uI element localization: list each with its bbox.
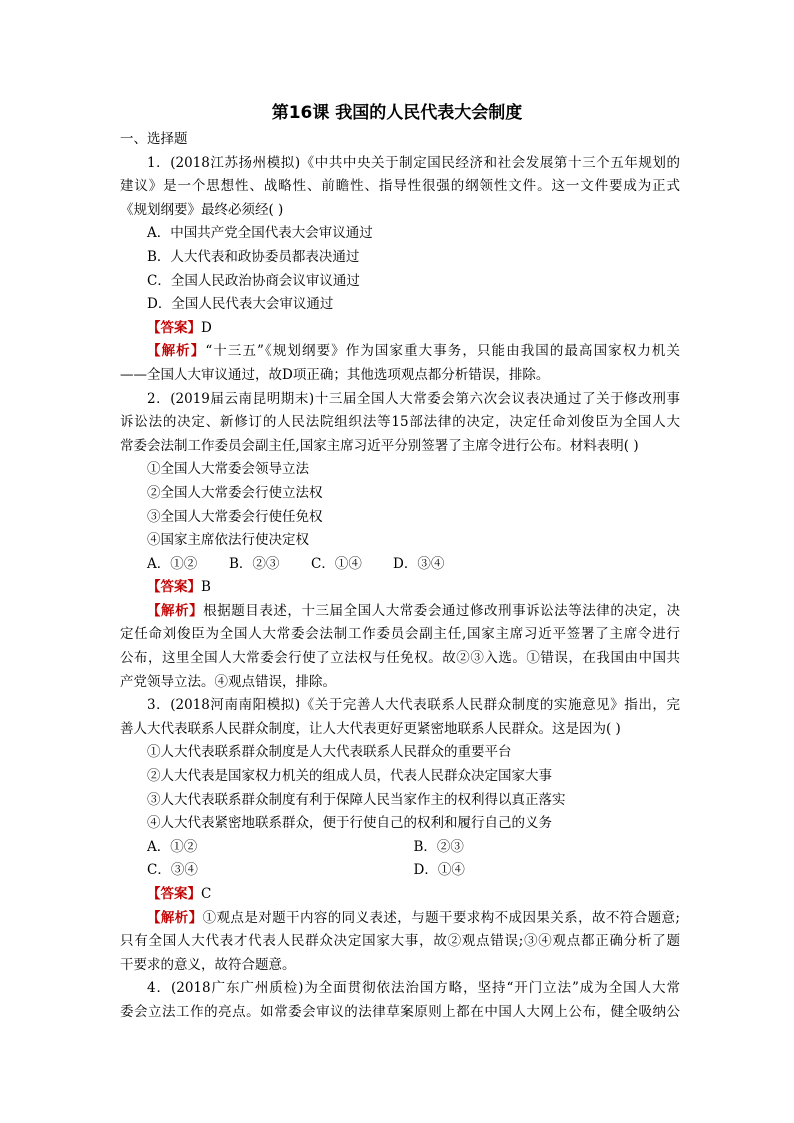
answer-line (120, 317, 680, 341)
question-stem-line: 建议》是一个思想性、战略性、前瞻性、指导性很强的纲领性文件。这一文件要成为正式 (120, 178, 680, 195)
question-1 (120, 152, 680, 388)
page-title: 第16课 我国的人民代表大会制度 (271, 103, 523, 123)
option-b: B．②③ (229, 555, 280, 572)
statement-4: ④人大代表紧密地联系群众，便于行使自己的权利和履行自己的义务 (147, 815, 552, 832)
statement-2: ②全国人大常委会行使立法权 (147, 484, 323, 501)
option-a: A．①② (147, 838, 198, 855)
statement-1: ①全国人大常委会领导立法 (147, 461, 309, 478)
option-d: D．①④ (413, 862, 465, 879)
option-d: D．③④ (393, 555, 445, 572)
options-row (120, 836, 680, 860)
analysis-line (120, 340, 680, 364)
option-b: B．人大代表和政协委员都表决通过 (147, 248, 360, 265)
analysis-text: “十三五”《规划纲要》作为国家重大事务，只能由我国的最高国家权力机关 (205, 343, 681, 360)
analysis-line: 公布，这里全国人大常委会行使了立法权与任免权。故②③入选。①错误，在我国由中国共 (120, 650, 680, 667)
question-stem-line: 4．(2018广东广州质检)为全面贯彻依法治国方略，坚持“开门立法”成为全国人大常 (147, 980, 680, 997)
question-stem-line: 《规划纲要》最终必须经( ) (120, 201, 284, 218)
analysis-line: 定任命刘俊臣为全国人大常委会法制工作委员会副主任,国家主席习近平签署了主席令进行 (120, 626, 680, 643)
statement-2: ②人大代表是国家权力机关的组成人员，代表人民群众决定国家大事 (147, 768, 552, 785)
analysis-text: 根据题目表述，十三届全国人大常委会通过修改刑事诉讼法等法律的决定，决 (203, 602, 681, 619)
answer-tag: 【答案】 (147, 579, 201, 596)
answer-value: C (201, 886, 212, 902)
answer-tag: 【答案】 (147, 319, 201, 336)
statement-1: ①人大代表联系群众制度是人大代表联系人民群众的重要平台 (147, 744, 512, 761)
analysis-line: 产党领导立法。④观点错误，排除。 (120, 673, 336, 690)
answer-value: D (201, 319, 212, 336)
statement-3: ③人大代表联系群众制度有利于保障人民当家作主的权利得以真正落实 (147, 791, 566, 808)
question-stem-line: 委会立法工作的亮点。如常委会审议的法律草案原则上都在中国人大网上公布，健全吸纳公 (120, 1003, 680, 1020)
analysis-line: ——全国人大审议通过，故D项正确；其他选项观点都分析错误，排除。 (120, 366, 550, 383)
answer-tag: 【答案】 (147, 886, 201, 902)
answer-line (120, 883, 680, 907)
question-3 (120, 694, 680, 977)
analysis-line: 只有全国人大代表才代表人民群众决定国家大事，故②观点错误;③④观点都正确分析了题 (120, 933, 680, 950)
option-d: D．全国人民代表大会审议通过 (147, 296, 334, 313)
option-c: C．③④ (147, 862, 198, 879)
statement-3: ③全国人大常委会行使任免权 (147, 508, 323, 525)
document-body (120, 128, 680, 1025)
option-a: A．①② (147, 555, 198, 572)
section-heading: 一、选择题 (120, 131, 188, 147)
statement-4: ④国家主席依法行使决定权 (147, 532, 309, 549)
question-stem-line: 1．(2018江苏扬州模拟)《中共中央关于制定国民经济和社会发展第十三个五年规划的 (147, 154, 680, 171)
option-a: A．中国共产党全国代表大会审议通过 (147, 225, 373, 242)
option-b: B．②③ (413, 838, 464, 855)
question-stem-line: 诉讼法的决定、新修订的人民法院组织法等15部法律的决定，决定任命刘俊臣为全国人大 (120, 414, 680, 431)
question-2 (120, 388, 680, 695)
question-stem-line: 善人大代表联系人民群众制度，让人大代表更好更紧密地联系人民群众。这是因为( ) (120, 720, 621, 737)
analysis-tag: 【解析】 (147, 909, 203, 926)
analysis-line (120, 600, 680, 624)
analysis-tag: 【解析】 (147, 343, 206, 360)
answer-line (120, 576, 680, 600)
question-4 (120, 977, 680, 1024)
option-c: C．①④ (311, 555, 362, 572)
analysis-line: 干要求的意义，故符合题意。 (120, 956, 296, 973)
question-stem-line: 2．(2019届云南昆明期末)十三届全国人大常委会第六次会议表决通过了关于修改刑事 (147, 390, 680, 407)
option-c: C．全国人民政治协商会议审议通过 (147, 272, 360, 289)
options-row (120, 859, 680, 883)
analysis-line (120, 907, 680, 931)
analysis-text: ①观点是对题干内容的同义表述，与题干要求构不成因果关系，故不符合题意; (202, 909, 680, 926)
question-stem-line: 常委会法制工作委员会副主任,国家主席习近平分别签署了主席令进行公布。材料表明( ) (120, 437, 639, 454)
analysis-tag: 【解析】 (147, 602, 204, 619)
question-stem-line: 3．(2018河南南阳模拟)《关于完善人大代表联系人民群众制度的实施意见》指出，完 (147, 697, 680, 714)
answer-value: B (201, 579, 211, 596)
options-row (120, 553, 680, 577)
